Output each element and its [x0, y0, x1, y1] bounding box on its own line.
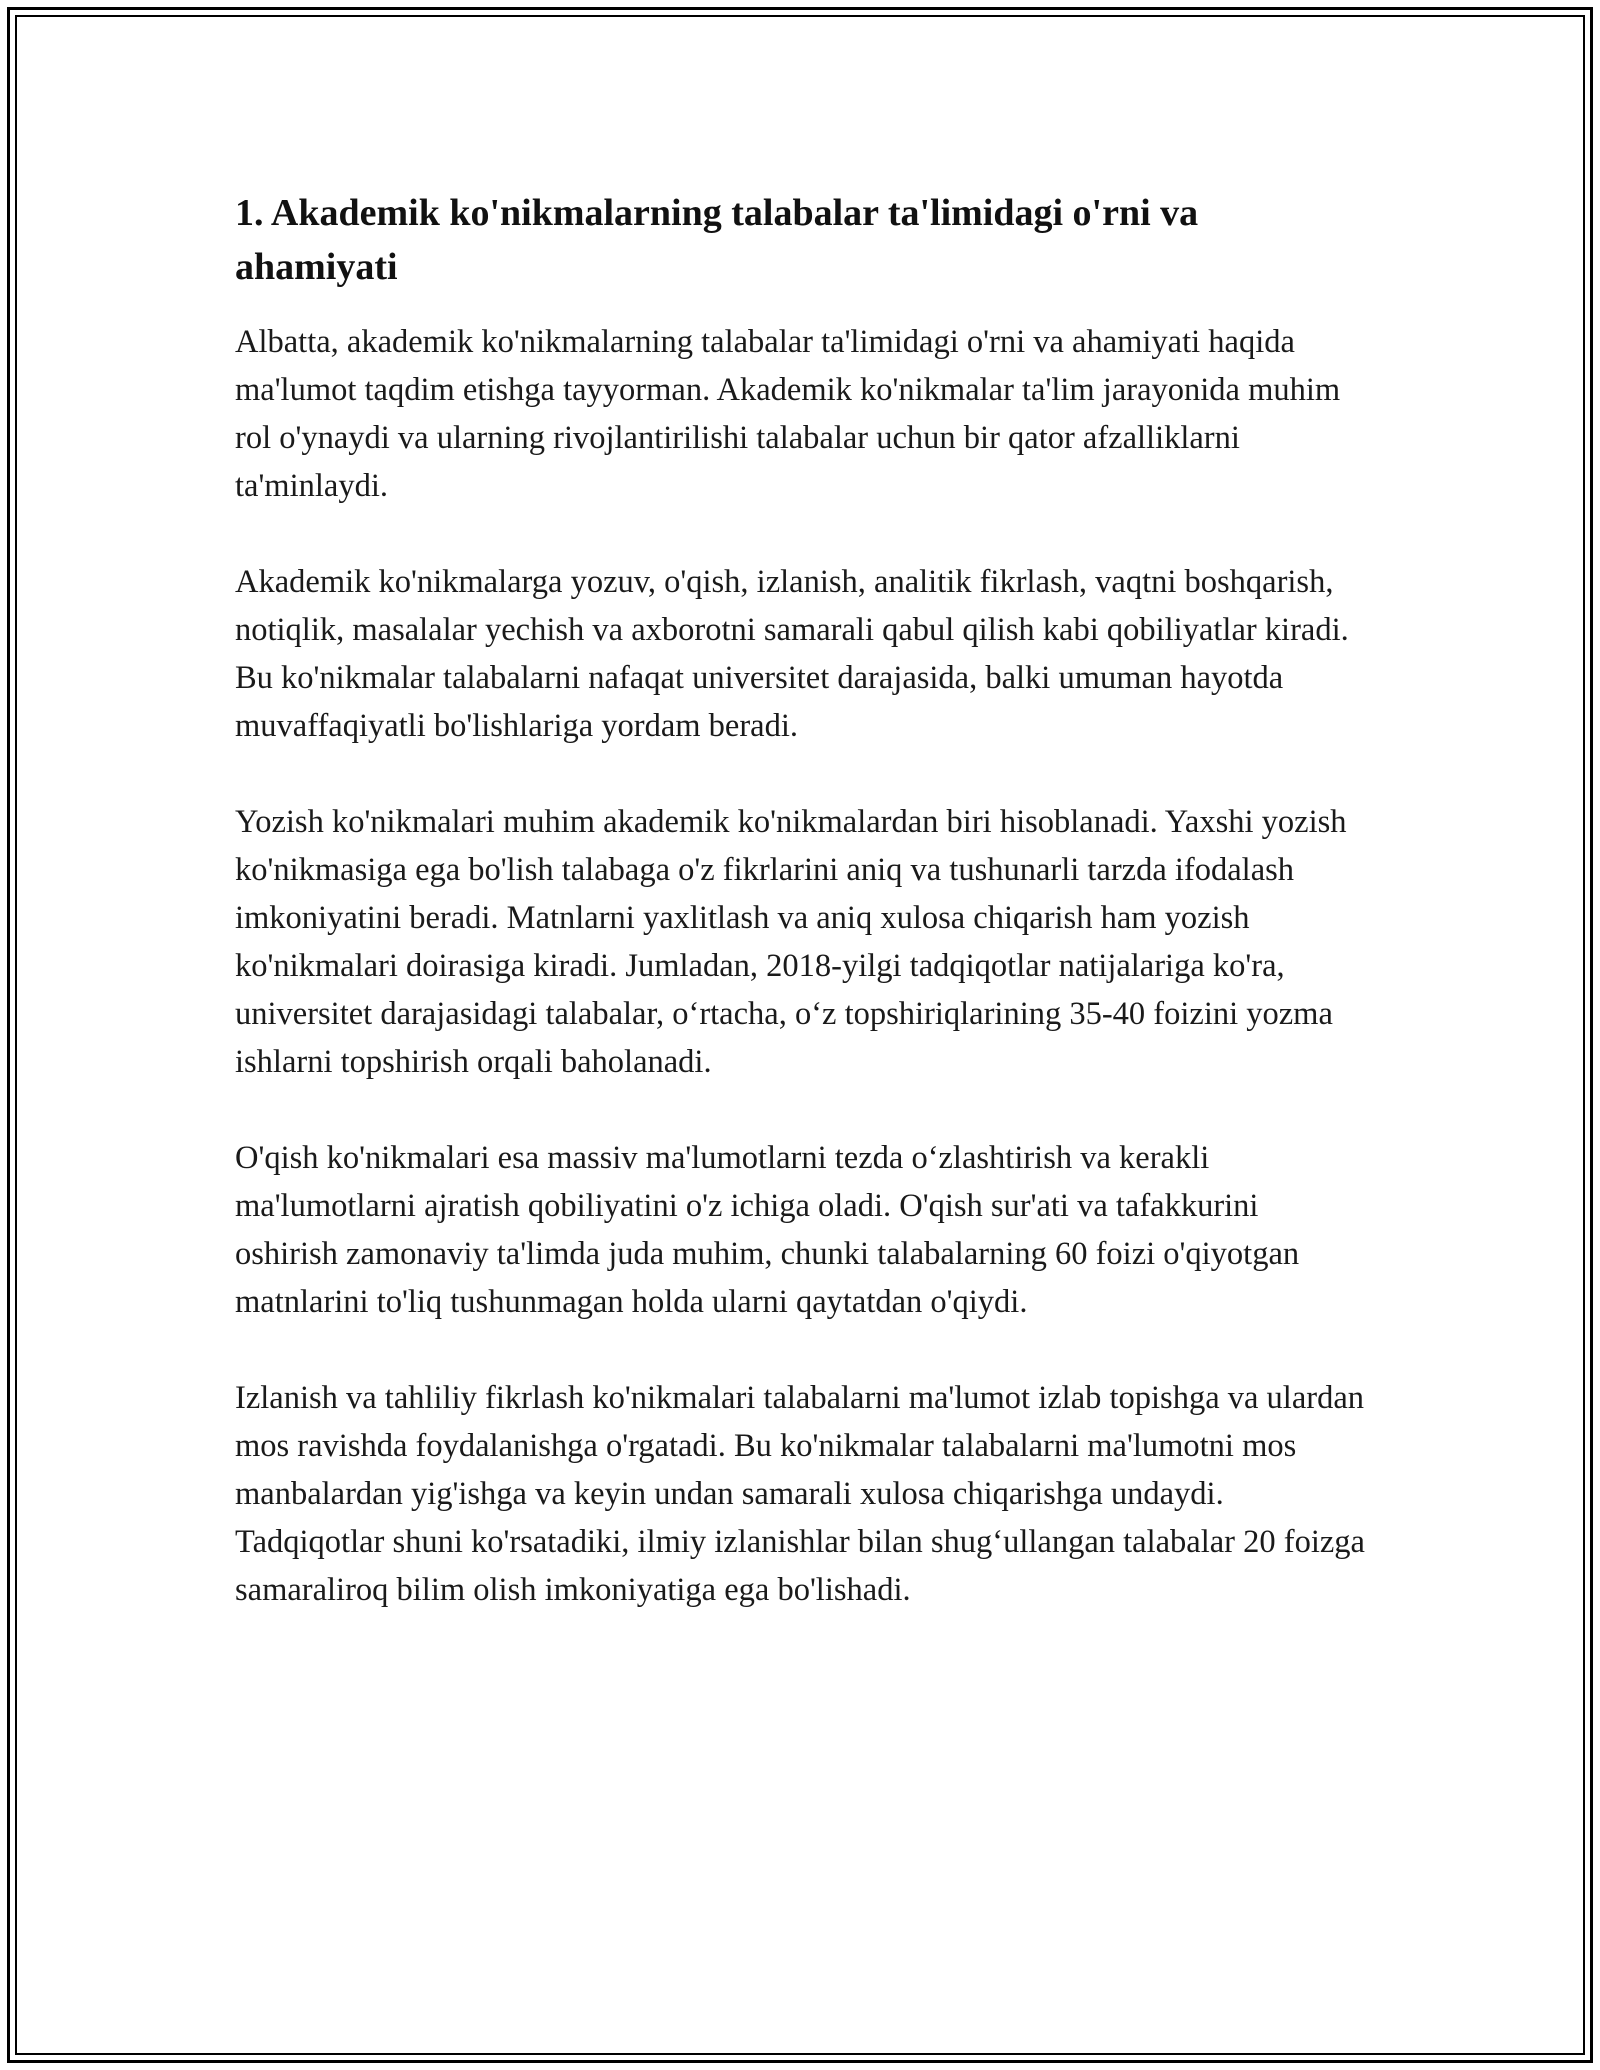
paragraph-intro: Albatta, akademik ko'nikmalarning talabalar ta'limidagi o'rni va ahamiyati haqida ma'lumot taqdim etishga tayyorman. Akademik ko'nikmalar ta'lim jarayonida muhim rol o'ynaydi va ularning rivojlantirilishi talabalar uchun bir qator afzalliklarni ta'minlaydi. — [235, 324, 1341, 504]
paragraph-research-skills: Izlanish va tahliliy fikrlash ko'nikmalari talabalarni ma'lumot izlab topishga va ulardan mos ravishda foydalanishga o'rgatadi. Bu ko'nikmalar talabalarni ma'lumotni mos manbalardan yig'ishga va keyin undan samarali xulosa chiqarishga undaydi. Tadqiqotlar shuni ko'rsatadiki, ilmiy izlanishlar bilan shug‘ullangan talabalar 20 foizga samaraliroq bilim olish imkoniyatiga ega bo'lishadi. — [235, 1380, 1365, 1608]
paragraph-skills-list: Akademik ko'nikmalarga yozuv, o'qish, izlanish, analitik fikrlash, vaqtni boshqarish, notiqlik, masalalar yechish va axborotni samarali qabul qilish kabi qobiliyatlar kiradi. Bu ko'nikmalar talabalarni nafaqat universitet darajasida, balki umuman hayotda muvaffaqiyatli bo'lishlariga yordam beradi. — [235, 564, 1349, 744]
paragraph-writing-skills: Yozish ko'nikmalari muhim akademik ko'nikmalardan biri hisoblanadi. Yaxshi yozish ko'nikmasiga ega bo'lish talabaga o'z fikrlarini aniq va tushunarli tarzda ifodalash imkoniyatini beradi. Matnlarni yaxlitlash va aniq xulosa chiqarish ham yozish ko'nikmalari doirasiga kiradi. Jumladan, 2018-yilgi tadqiqotlar natijalariga ko'ra, universitet darajasidagi talabalar, o‘rtacha, o‘z topshiriqlarining 35-40 foizini yozma ishlarni topshirish orqali baholanadi. — [235, 804, 1347, 1080]
section-title: 1. Akademik ko'nikmalarning talabalar ta'limidagi o'rni va ahamiyati — [235, 192, 1199, 288]
document-body — [235, 186, 1365, 1662]
paragraph-reading-skills: O'qish ko'nikmalari esa massiv ma'lumotlarni tezda o‘zlashtirish va kerakli ma'lumotlarni ajratish qobiliyatini o'z ichiga oladi. O'qish sur'ati va tafakkurini oshirish zamonaviy ta'limda juda muhim, chunki talabalarning 60 foizi o'qiyotgan matnlarini to'liq tushunmagan holda ularni qaytatdan o'qiydi. — [235, 1140, 1300, 1320]
